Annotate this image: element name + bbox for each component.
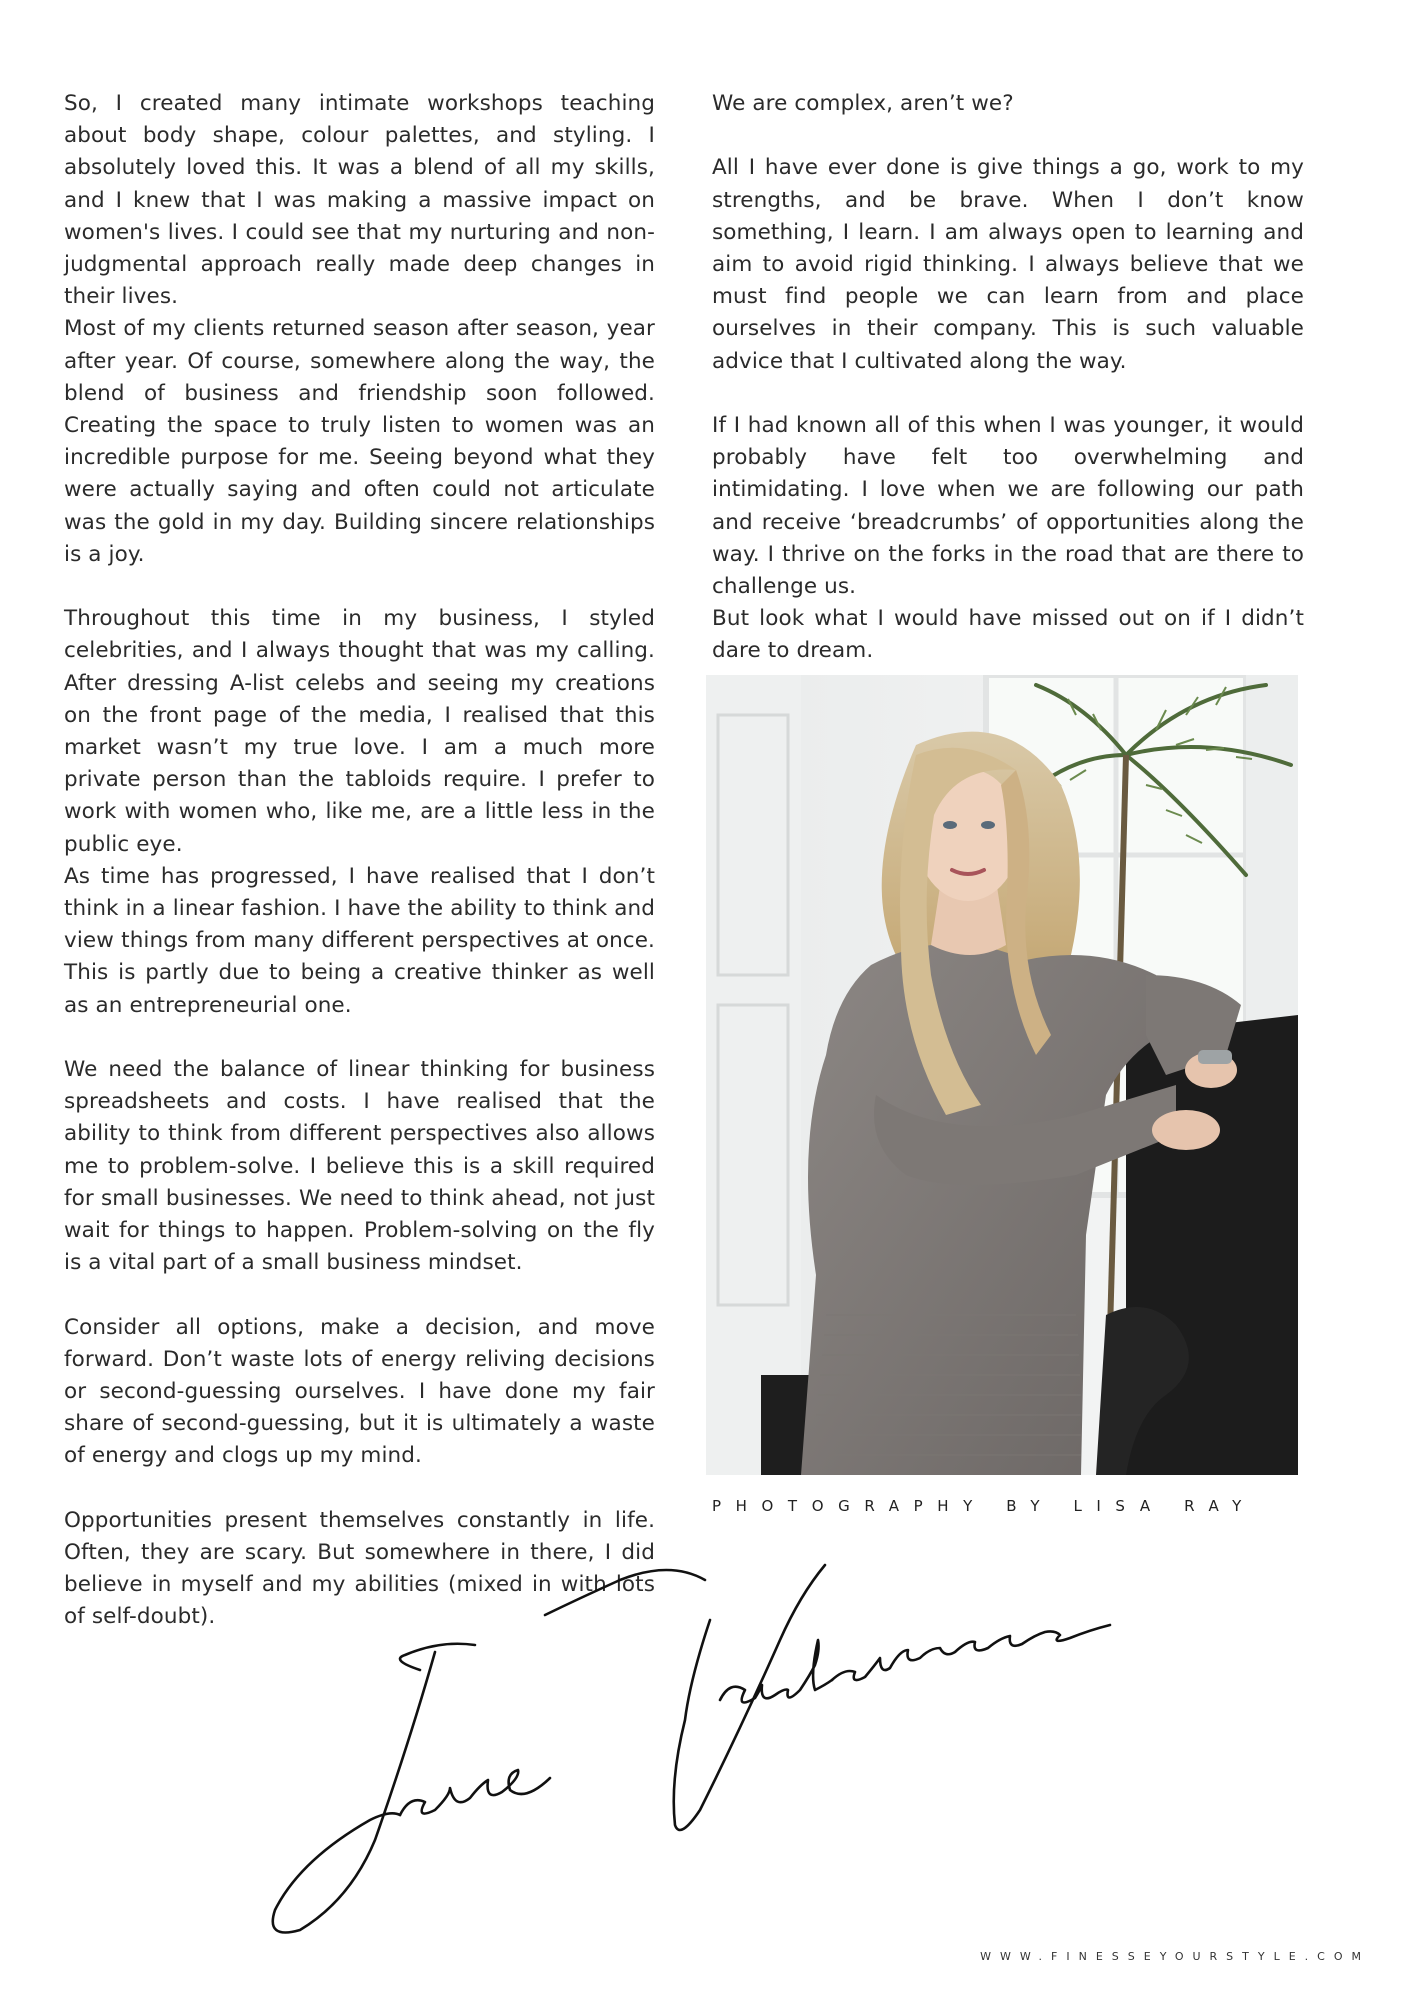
portrait-photo [706, 675, 1298, 1475]
website-url[interactable]: WWW.FINESSEYOURSTYLE.COM [980, 1950, 1370, 1963]
paragraph: Opportunities present themselves constantly in life. Often, they are scary. But somewhere in there, I did believe in myself and my abilities (mixed in with lots of self-doubt). [64, 1507, 655, 1630]
paragraph: So, I created many intimate workshops teaching about body shape, colour palettes, and styling. I absolutely loved this. It was a blend of all my skills, and I knew that I was making a massive impact on women's lives. I could see that my nurturing and non-judgmental approach really made deep changes in their lives. [64, 91, 655, 310]
paragraph: All I have ever done is give things a go, work to my strengths, and be brave. When I don’t know something, I learn. I am always open to learning and aim to avoid rigid thinking. I always believe that we must find people we can learn from and place ourselves in their company. This is such valuable advice that I cultivated along the way. [712, 155, 1304, 374]
right-text-column [712, 88, 1304, 668]
paragraph: If I had known all of this when I was younger, it would probably have felt too overwhelming and intimidating. I love when we are following our path and receive ‘breadcrumbs’ of opportunities along the way. I thrive on the forks in the road that are there to challenge us. [712, 413, 1304, 600]
paragraph: Consider all options, make a decision, and move forward. Don’t waste lots of energy reliving decisions or second-guessing ourselves. I have done my fair share of second-guessing, but it is ultimately a waste of energy and clogs up my mind. [64, 1314, 655, 1469]
paragraph: Throughout this time in my business, I styled celebrities, and I always thought that was my calling. After dressing A-list celebs and seeing my creations on the front page of the media, I realised that this market wasn’t my true love. I am a much more private person than the tabloids require. I prefer to work with women who, like me, are a little less in the public eye. [64, 606, 655, 857]
paragraph: Most of my clients returned season after season, year after year. Of course, somewhere along the way, the blend of business and friendship soon followed. Creating the space to truly listen to women was an incredible purpose for me. Seeing beyond what they were actually saying and often could not articulate was the gold in my day. Building sincere relationships is a joy. [64, 316, 655, 567]
photo-credit: PHOTOGRAPHY BY LISA RAY [712, 1497, 1256, 1515]
paragraph: But look what I would have missed out on if I didn’t dare to dream. [712, 606, 1304, 664]
left-text-column [64, 88, 655, 1634]
paragraph: We need the balance of linear thinking for business spreadsheets and costs. I have realised that the ability to think from different perspectives also allows me to problem-solve. I believe this is a skill required for small businesses. We need to think ahead, not just wait for things to happen. Problem-solving on the fly is a vital part of a small business mindset. [64, 1057, 655, 1276]
paragraph: We are complex, aren’t we? [712, 91, 1014, 116]
paragraph: As time has progressed, I have realised that I don’t think in a linear fashion. I have the ability to think and view things from many different perspectives at once. This is partly due to being a creative thinker as well as an entrepreneurial one. [64, 863, 655, 1018]
signature [240, 1540, 1340, 1970]
